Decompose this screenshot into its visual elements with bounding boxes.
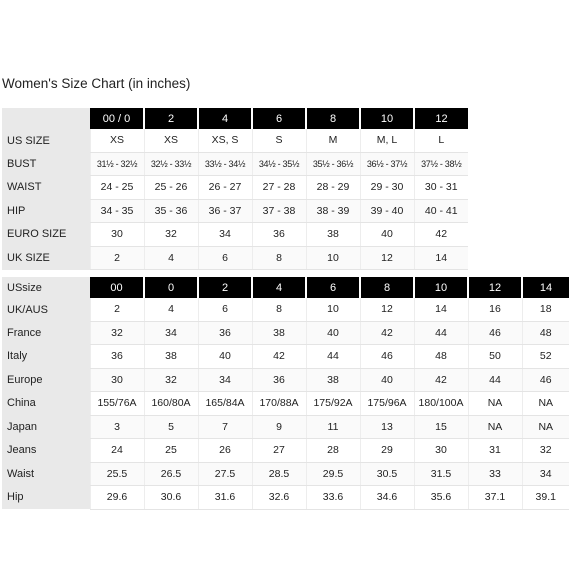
table-cell: 27.5 bbox=[198, 462, 252, 486]
table-cell: 175/96A bbox=[360, 392, 414, 416]
table-cell: 10 bbox=[306, 298, 360, 321]
table-cell: 14 bbox=[414, 298, 468, 321]
table-cell: 36 - 37 bbox=[198, 199, 252, 223]
table-row bbox=[2, 368, 569, 392]
row-label: Waist bbox=[2, 462, 90, 486]
table-cell: 33½ - 34½ bbox=[198, 152, 252, 176]
table-cell: 160/80A bbox=[144, 392, 198, 416]
table-row bbox=[2, 345, 569, 369]
table-cell: 31½ - 32½ bbox=[90, 152, 144, 176]
table-cell: 30 bbox=[90, 223, 144, 247]
table-cell: 42 bbox=[414, 368, 468, 392]
table-cell: 7 bbox=[198, 415, 252, 439]
table-cell: 36 bbox=[90, 345, 144, 369]
table-cell: 52 bbox=[522, 345, 569, 369]
table-cell: 38 bbox=[306, 223, 360, 247]
table-cell: 2 bbox=[90, 298, 144, 321]
table-cell: 32.6 bbox=[252, 486, 306, 510]
table-cell: 44 bbox=[468, 368, 522, 392]
table-cell: 27 - 28 bbox=[252, 176, 306, 200]
row-label: France bbox=[2, 321, 90, 345]
header-size-cell: 10 bbox=[414, 277, 468, 298]
table-cell: 35 - 36 bbox=[144, 199, 198, 223]
table-cell: 37½ - 38½ bbox=[414, 152, 468, 176]
table-cell: 12 bbox=[360, 246, 414, 270]
table-cell: 46 bbox=[522, 368, 569, 392]
table-cell: 27 bbox=[252, 439, 306, 463]
table-cell: NA bbox=[522, 392, 569, 416]
table-cell: 33.6 bbox=[306, 486, 360, 510]
table-cell: XS bbox=[90, 129, 144, 152]
table-cell: 4 bbox=[144, 246, 198, 270]
table-row bbox=[2, 321, 569, 345]
header-size-cell: 10 bbox=[360, 108, 414, 129]
table-cell: 28.5 bbox=[252, 462, 306, 486]
table-cell: 14 bbox=[414, 246, 468, 270]
table-cell: 48 bbox=[414, 345, 468, 369]
table-row bbox=[2, 415, 569, 439]
table-cell: 8 bbox=[252, 246, 306, 270]
row-label: UK/AUS bbox=[2, 298, 90, 321]
table-cell: 46 bbox=[468, 321, 522, 345]
table-cell: 26 bbox=[198, 439, 252, 463]
table-cell: 34 bbox=[522, 462, 569, 486]
table-cell: 40 bbox=[306, 321, 360, 345]
table-cell: 38 bbox=[144, 345, 198, 369]
row-label: Jeans bbox=[2, 439, 90, 463]
table-cell: 33 bbox=[468, 462, 522, 486]
table-cell: 9 bbox=[252, 415, 306, 439]
table-cell: 26.5 bbox=[144, 462, 198, 486]
table-cell: 30 bbox=[90, 368, 144, 392]
header-size-cell: 00 bbox=[90, 277, 144, 298]
table-cell: NA bbox=[468, 415, 522, 439]
table-row bbox=[2, 223, 468, 247]
table-cell: 42 bbox=[414, 223, 468, 247]
table-cell: 40 bbox=[360, 368, 414, 392]
table-cell: 38 - 39 bbox=[306, 199, 360, 223]
header-row bbox=[2, 277, 569, 298]
size-chart-us bbox=[2, 108, 468, 270]
table-cell: 34½ - 35½ bbox=[252, 152, 306, 176]
table-cell: M bbox=[306, 129, 360, 152]
header-size-cell: 4 bbox=[198, 108, 252, 129]
table-cell: 36½ - 37½ bbox=[360, 152, 414, 176]
table-cell: NA bbox=[468, 392, 522, 416]
table-cell: 165/84A bbox=[198, 392, 252, 416]
table-row bbox=[2, 392, 569, 416]
header-row bbox=[2, 108, 468, 129]
row-label: EURO SIZE bbox=[2, 223, 90, 247]
table-cell: 26 - 27 bbox=[198, 176, 252, 200]
table-cell: 170/88A bbox=[252, 392, 306, 416]
table-row bbox=[2, 176, 468, 200]
row-label: China bbox=[2, 392, 90, 416]
table-cell: 32 bbox=[90, 321, 144, 345]
table-cell: 175/92A bbox=[306, 392, 360, 416]
table-cell: 31.5 bbox=[414, 462, 468, 486]
row-label: Europe bbox=[2, 368, 90, 392]
table-cell: 50 bbox=[468, 345, 522, 369]
table-cell: M, L bbox=[360, 129, 414, 152]
row-label: Japan bbox=[2, 415, 90, 439]
table-cell: 12 bbox=[360, 298, 414, 321]
table-cell: 16 bbox=[468, 298, 522, 321]
table-cell: 24 - 25 bbox=[90, 176, 144, 200]
table-row bbox=[2, 152, 468, 176]
table-row bbox=[2, 199, 468, 223]
table-cell: 10 bbox=[306, 246, 360, 270]
header-size-cell: 00 / 0 bbox=[90, 108, 144, 129]
table-cell: 18 bbox=[522, 298, 569, 321]
table-row bbox=[2, 246, 468, 270]
table-row bbox=[2, 486, 569, 510]
header-size-cell: 8 bbox=[306, 108, 360, 129]
table-cell: 42 bbox=[360, 321, 414, 345]
table-cell: 32 bbox=[522, 439, 569, 463]
table-cell: 29 bbox=[360, 439, 414, 463]
table-cell: 30 bbox=[414, 439, 468, 463]
table-cell: 31 bbox=[468, 439, 522, 463]
table-cell: 38 bbox=[306, 368, 360, 392]
table-cell: 34 bbox=[198, 368, 252, 392]
row-label: WAIST bbox=[2, 176, 90, 200]
table-cell: 30.5 bbox=[360, 462, 414, 486]
table-cell: 36 bbox=[198, 321, 252, 345]
table-cell: 6 bbox=[198, 246, 252, 270]
table-cell: 34.6 bbox=[360, 486, 414, 510]
table-cell: 11 bbox=[306, 415, 360, 439]
table-row bbox=[2, 439, 569, 463]
table-cell: 37 - 38 bbox=[252, 199, 306, 223]
table-cell: 29.5 bbox=[306, 462, 360, 486]
table-cell: 4 bbox=[144, 298, 198, 321]
table-cell: 25 - 26 bbox=[144, 176, 198, 200]
table-cell: 15 bbox=[414, 415, 468, 439]
table-cell: 180/100A bbox=[414, 392, 468, 416]
table-cell: S bbox=[252, 129, 306, 152]
table-cell: XS, S bbox=[198, 129, 252, 152]
table-cell: 25.5 bbox=[90, 462, 144, 486]
table-cell: 39 - 40 bbox=[360, 199, 414, 223]
table-cell: L bbox=[414, 129, 468, 152]
table-cell: 40 - 41 bbox=[414, 199, 468, 223]
table-cell: 28 - 29 bbox=[306, 176, 360, 200]
table-cell: 29 - 30 bbox=[360, 176, 414, 200]
table-cell: 6 bbox=[198, 298, 252, 321]
table-cell: 40 bbox=[360, 223, 414, 247]
table-cell: 32 bbox=[144, 368, 198, 392]
table-cell: 31.6 bbox=[198, 486, 252, 510]
table-cell: 37.1 bbox=[468, 486, 522, 510]
table-cell: 36 bbox=[252, 368, 306, 392]
row-label: UK SIZE bbox=[2, 246, 90, 270]
table-cell: 39.1 bbox=[522, 486, 569, 510]
table-cell: 3 bbox=[90, 415, 144, 439]
row-label: HIP bbox=[2, 199, 90, 223]
table-cell: 2 bbox=[90, 246, 144, 270]
table-cell: 46 bbox=[360, 345, 414, 369]
row-label: Hip bbox=[2, 486, 90, 510]
table-cell: 34 bbox=[198, 223, 252, 247]
header-size-cell: 6 bbox=[252, 108, 306, 129]
header-size-cell: 14 bbox=[522, 277, 569, 298]
table-cell: 34 - 35 bbox=[90, 199, 144, 223]
table-row bbox=[2, 298, 569, 321]
table-cell: 44 bbox=[414, 321, 468, 345]
header-corner-label bbox=[2, 108, 90, 129]
header-corner-label: USsize bbox=[2, 277, 90, 298]
page-title: Women's Size Chart (in inches) bbox=[2, 76, 191, 91]
table-cell: 25 bbox=[144, 439, 198, 463]
table-cell: 44 bbox=[306, 345, 360, 369]
table-cell: XS bbox=[144, 129, 198, 152]
table-cell: 32 bbox=[144, 223, 198, 247]
table-cell: 5 bbox=[144, 415, 198, 439]
header-size-cell: 2 bbox=[144, 108, 198, 129]
table-cell: 38 bbox=[252, 321, 306, 345]
table-cell: 24 bbox=[90, 439, 144, 463]
table-cell: NA bbox=[522, 415, 569, 439]
table-cell: 36 bbox=[252, 223, 306, 247]
table-cell: 28 bbox=[306, 439, 360, 463]
table-cell: 32½ - 33½ bbox=[144, 152, 198, 176]
row-label: BUST bbox=[2, 152, 90, 176]
header-size-cell: 6 bbox=[306, 277, 360, 298]
header-size-cell: 2 bbox=[198, 277, 252, 298]
row-label: Italy bbox=[2, 345, 90, 369]
table-cell: 30.6 bbox=[144, 486, 198, 510]
table-cell: 42 bbox=[252, 345, 306, 369]
table-cell: 40 bbox=[198, 345, 252, 369]
header-size-cell: 0 bbox=[144, 277, 198, 298]
table-cell: 34 bbox=[144, 321, 198, 345]
table-cell: 29.6 bbox=[90, 486, 144, 510]
table-row bbox=[2, 462, 569, 486]
header-size-cell: 12 bbox=[468, 277, 522, 298]
table-cell: 30 - 31 bbox=[414, 176, 468, 200]
table-cell: 35.6 bbox=[414, 486, 468, 510]
row-label: US SIZE bbox=[2, 129, 90, 152]
header-size-cell: 8 bbox=[360, 277, 414, 298]
table-cell: 8 bbox=[252, 298, 306, 321]
size-chart-international bbox=[2, 277, 569, 510]
table-row bbox=[2, 129, 468, 152]
table-cell: 155/76A bbox=[90, 392, 144, 416]
table-cell: 35½ - 36½ bbox=[306, 152, 360, 176]
table-cell: 48 bbox=[522, 321, 569, 345]
header-size-cell: 4 bbox=[252, 277, 306, 298]
table-cell: 13 bbox=[360, 415, 414, 439]
header-size-cell: 12 bbox=[414, 108, 468, 129]
